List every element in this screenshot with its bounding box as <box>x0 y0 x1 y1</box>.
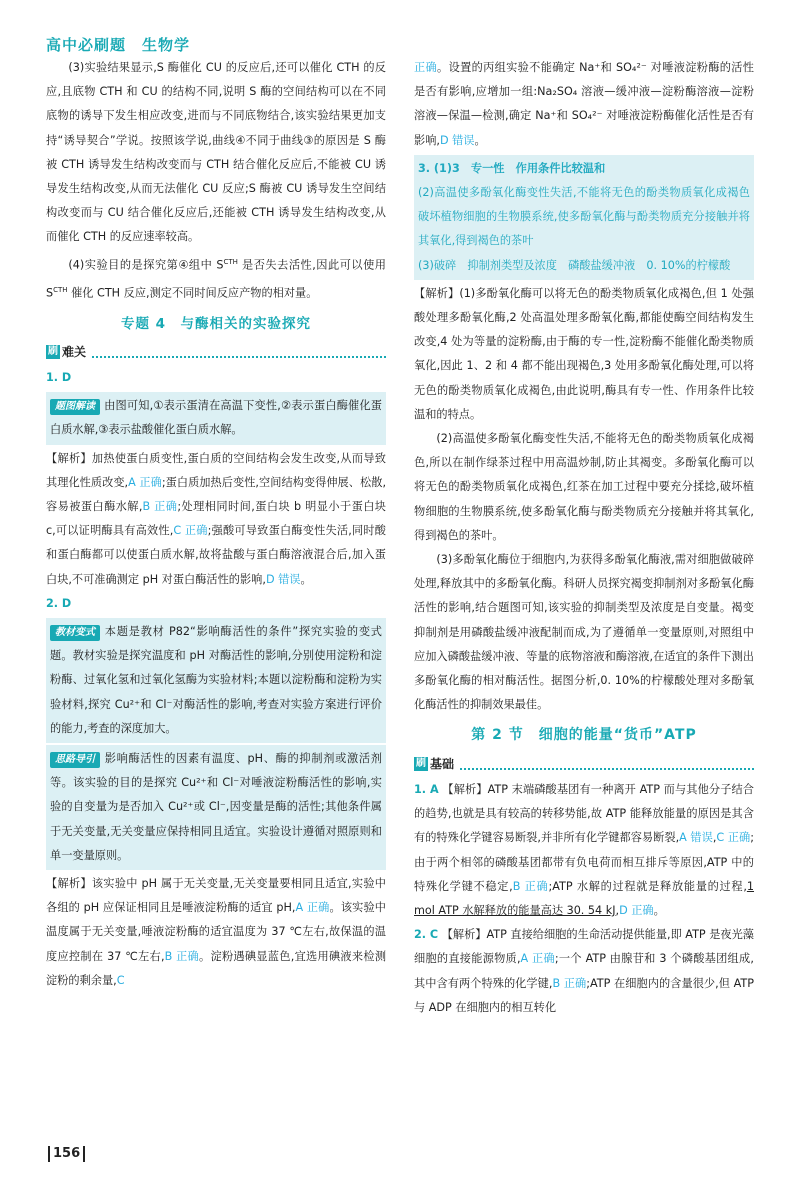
question-3-explanation-3: (3)多酚氧化酶位于细胞内,为获得多酚氧化酶液,需对细胞做破碎处理,释放其中的多酚氧化酶。科研人员探究褐变抑制剂对多酚氧化酶活性的影响,结合题图可知,该实验的抑制类型及浓度是自变量。褐变抑制剂是用磷酸盐缓冲液配制而成,为了遵循单一变量原则,对照组中应加入磷酸盐缓冲液、等量的底物溶液和酶溶液,在适宜的条件下测出多酚氧化酶的相对酶活性。据图分析,0. 10%的柠檬酸处理对多酚氧化酶活性的抑制效果最佳。 <box>414 553 754 712</box>
book-header: 高中必刷题 生物学 <box>46 36 191 54</box>
figure-reading-box: 题图解读 由图可知,①表示蛋清在高温下变性,②表示蛋白酶催化蛋白质水解,③表示盐酸催化蛋白质水解。 <box>46 392 386 444</box>
question-1-answer: 1. D <box>46 370 72 384</box>
question-3-explanation-2: (2)高温使多酚氧化酶变性失活,不能将无色的酚类物质氧化成褐色,所以在制作绿茶过程中用高温炒制,防止其褐变。多酚氧化酶可以将无色的酚类物质氧化成褐色,红茶在加工过程中要充分揉捻,破坏植物细胞的生物膜系统,使多酚氧化酶与酚类物质充分接触并将其氧化,得到褐色的茶叶。 <box>414 432 754 542</box>
brush-badge: 刷 <box>48 345 58 357</box>
right-column <box>414 56 762 1020</box>
left-column <box>46 56 386 993</box>
textbook-variant-box: 教材变式 本题是教材 P82“影响酶活性的条件”探究实验的变式题。教材实验是探究温度和 pH 对酶活性的影响,分别使用淀粉和淀粉酶、过氧化氢和过氧化氢酶为实验材料;本题以淀粉酶和淀粉为实验材料,探究 Cu²⁺和 Cl⁻对酶活性的影响,考查对实验方案进行评价的能力,考查的深度加大。 <box>46 618 386 743</box>
question-3-answer-block <box>414 155 762 280</box>
basic-question-1: 1. A 【解析】ATP 末端磷酸基团有一种离开 ATP 而与其他分子结合的趋势,也就是具有较高的转移势能,故 ATP 能释放能量的原因是其含有的特殊化学键容易断裂,并非所有化学键都容易断裂,A 错误,C 正确;由于两个相邻的磷酸基团都带有负电荷而相互排斥等原因,ATP 中的特殊化学键不稳定,B 正确;ATP 水解的过程就是释放能量的过程,1 mol ATP 水解释放的能量高达 30. 54 kJ,D 正确。 <box>414 782 755 917</box>
page-number: 156 <box>48 1146 85 1162</box>
tag-figure-reading: 题图解读 <box>50 399 100 415</box>
section-title: 第 2 节 细胞的能量“货币”ATP <box>471 727 697 744</box>
dotted-divider <box>460 758 754 770</box>
level-heading-basic <box>414 752 754 776</box>
level-heading-hard <box>46 340 386 364</box>
question-1-explanation: 【解析】加热使蛋白质变性,蛋白质的空间结构会发生改变,从而导致其理化性质改变,A 正确;蛋白质加热后变性,空间结构变得伸展、松散,容易被蛋白酶水解,B 正确;处理相同时间,蛋白块 b 明显小于蛋白块 c,可以证明酶具有高效性,C 正确;强酸可导致蛋白酶变性失活,同时酸和蛋白酶都可以使蛋白质水解,故将盐酸与蛋白酶溶液混合后,加入蛋白块,不可准确测定 pH 对蛋白酶活性的影响,D 错误。 <box>46 451 387 586</box>
level-label: 基础 <box>430 756 455 771</box>
question-3-answer-1: 3. (1)3 专一性 作用条件比较温和 <box>418 161 606 175</box>
paragraph-3: (3)实验结果显示,S 酶催化 CU 的反应后,还可以催化 CTH 的反应,且底物 CTH 和 CU 的结构不同,说明 S 酶的空间结构可以在不同底物的诱导下发生相应改变,进而与不同底物结合,该实验结果更加支持“诱导契合”学说。按照该学说,曲线④不同于曲线③的原因是 S 酶被 CTH 诱导发生结构改变而与 CTH 结合催化反应后,不能被 CU 诱导发生结构改变,从而无法催化 CU 反应;S 酶被 CU 诱导发生空间结构改变而与 CU 结合催化反应后,还能被 CTH 诱导发生结构改变,从而催化 CTH 的反应速率较高。 <box>46 61 386 244</box>
question-3-answer-3: (3)破碎 抑制剂类型及浓度 磷酸盐缓冲液 0. 10%的柠檬酸 <box>418 258 731 272</box>
topic-title: 专题 4 与酶相关的实验探究 <box>120 315 312 332</box>
question-3-answer-2: (2)高温使多酚氧化酶变性失活,不能将无色的酚类物质氧化成褐色 破坏植物细胞的生物膜系统,使多酚氧化酶与酚类物质充分接触并将其氧化,得到褐色的茶叶 <box>418 186 762 248</box>
question-2-explanation: 【解析】该实验中 pH 属于无关变量,无关变量要相同且适宜,实验中各组的 pH 应保证相同且是唾液淀粉酶的适宜 pH,A 正确。该实验中温度属于无关变量,唾液淀粉酶的适宜温度为 37 ℃左右,故保温的温度应控制在 37 ℃左右,B 正确。淀粉遇碘显蓝色,宜选用碘液来检测淀粉的剩余量,C <box>46 876 387 987</box>
question-2-explanation-cont: 正确。设置的丙组实验不能确定 Na⁺和 SO₄²⁻ 对唾液淀粉酶的活性是否有影响,应增加一组:Na₂SO₄ 溶液—缓冲液—淀粉酶溶液—淀粉溶液—保温—检测,确定 Na⁺和 SO₄²⁻ 对唾液淀粉酶催化活性是否有影响,D 错误。 <box>414 61 754 147</box>
paragraph-4: (4)实验目的是探究第④组中 $S^{CTH}$ 是否失去活性,因此可以使用 $S^{CTH}$ 催化 CTH 反应,测定不同时间反应产物的相对量。 <box>46 257 386 300</box>
question-3-explanation-1: 【解析】(1)多酚氧化酶可以将无色的酚类物质氧化成褐色,但 1 处强酸处理多酚氧化酶,2 处高温处理多酚氧化酶,都能使酶空间结构发生改变,4 处为等量的淀粉酶,由于酶的专一性,淀粉酶不能催化酚类物质氧化,因此 1、2 和 4 都不能出现褐色,3 处用多酚氧化酶处理,可以将无色的酚类物质氧化成褐色,由此说明,酶具有专一性、作用条件比较温和的特点。 <box>414 286 754 421</box>
level-label: 难关 <box>62 344 87 359</box>
thinking-guide-box: 思路导引 影响酶活性的因素有温度、pH、酶的抑制剂或激活剂等。该实验的目的是探究 Cu²⁺和 Cl⁻对唾液淀粉酶活性的影响,实验的自变量为是否加入 Cu²⁺或 Cl⁻,因变量是酶的活性;其他条件属于无关变量,无关变量应保持相同且适宜。实验设计遵循对照原则和单一变量原则。 <box>46 745 386 870</box>
tag-textbook-variant: 教材变式 <box>50 625 100 641</box>
brush-badge: 刷 <box>416 757 426 769</box>
question-2-answer: 2. D <box>46 596 72 610</box>
dotted-divider <box>92 346 386 358</box>
basic-question-2: 2. C 【解析】ATP 直接给细胞的生命活动提供能量,即 ATP 是夜光藻细胞的直接能源物质,A 正确;一个 ATP 由腺苷和 3 个磷酸基团组成,其中含有两个特殊的化学键,B 正确;ATP 在细胞内的含量很少,但 ATP 与 ADP 在细胞内的相互转化 <box>414 928 755 1014</box>
tag-thinking-guide: 思路导引 <box>50 752 100 768</box>
